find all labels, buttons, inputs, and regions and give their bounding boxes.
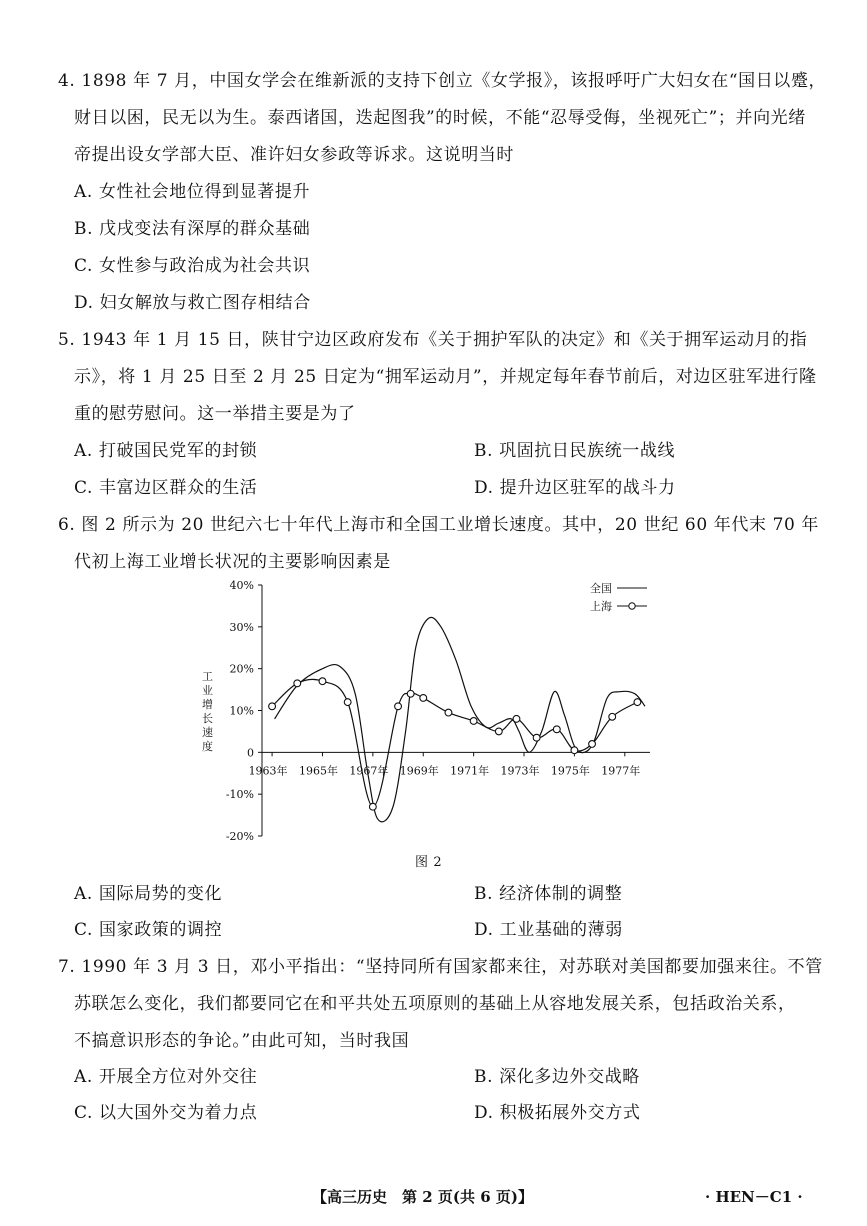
y-tick-label: 20% xyxy=(229,662,254,676)
x-tick-label: 1969年 xyxy=(399,764,439,778)
q5-option-b: B. 巩固抗日民族统一战线 xyxy=(474,441,676,461)
shanghai-data-point xyxy=(407,690,414,697)
shanghai-data-point xyxy=(420,695,427,702)
y-axis-label-char: 增 xyxy=(202,698,213,711)
q5-option-a: A. 打破国民党军的封锁 xyxy=(74,441,258,461)
series-line-shanghai xyxy=(272,679,637,806)
q6-stem-line1: 6. 图 2 所示为 20 世纪六七十年代上海市和全国工业增长速度。其中，20 世纪 60 年代末 70 年 xyxy=(58,515,819,535)
x-tick-label: 1973年 xyxy=(500,764,540,778)
x-tick-label: 1975年 xyxy=(550,764,590,778)
y-axis-label-char: 速 xyxy=(202,726,213,739)
y-tick-label: 10% xyxy=(229,704,254,718)
shanghai-data-point xyxy=(609,713,616,720)
q7-option-d: D. 积极拓展外交方式 xyxy=(474,1103,641,1123)
y-axis-label-char: 工 xyxy=(202,670,213,683)
y-axis-label-char: 业 xyxy=(202,684,213,697)
y-tick-label: -20% xyxy=(225,830,254,843)
q6-option-c: C. 国家政策的调控 xyxy=(74,920,223,940)
page-footer: 【高三历史 第 2 页(共 6 页)】 xyxy=(312,1188,533,1206)
shanghai-data-point xyxy=(395,703,402,710)
shanghai-data-point xyxy=(634,699,641,706)
q5-option-c: C. 丰富边区群众的生活 xyxy=(74,478,258,498)
x-tick-label: 1967年 xyxy=(349,764,389,778)
q6-option-d: D. 工业基础的薄弱 xyxy=(474,920,623,940)
q4-stem-line3: 帝提出设女学部大臣、准许妇女参政等诉求。这说明当时 xyxy=(74,145,514,165)
shanghai-data-point xyxy=(589,741,596,748)
q7-stem-line3: 不搞意识形态的争论。”由此可知，当时我国 xyxy=(74,1031,410,1051)
q5-stem-line1: 5. 1943 年 1 月 15 日，陕甘宁边区政府发布《关于拥护军队的决定》和《关于拥军运动月的指 xyxy=(58,330,808,350)
shanghai-data-point xyxy=(294,680,301,687)
q4-option-a: A. 女性社会地位得到显著提升 xyxy=(74,182,311,202)
q6-stem-line2: 代初上海工业增长状况的主要影响因素是 xyxy=(74,552,391,572)
shanghai-data-point xyxy=(269,703,276,710)
industrial-growth-chart xyxy=(200,570,680,870)
shanghai-data-point xyxy=(319,678,326,685)
q5-stem-line2: 示》，将 1 月 25 日至 2 月 25 日定为“拥军运动月”，并规定每年春节前后，对边区驻军进行隆 xyxy=(74,367,817,387)
y-tick-label: 30% xyxy=(229,620,254,634)
shanghai-data-point xyxy=(553,726,560,733)
x-axis-ticks xyxy=(249,752,641,777)
series-lines xyxy=(272,617,645,821)
y-axis-label-char: 度 xyxy=(202,740,213,753)
q7-option-b: B. 深化多边外交战略 xyxy=(474,1067,640,1087)
y-axis-label-char: 长 xyxy=(202,712,213,725)
q4-option-c: C. 女性参与政治成为社会共识 xyxy=(74,256,311,276)
x-tick-label: 1971年 xyxy=(450,764,490,778)
shanghai-data-point xyxy=(344,699,351,706)
q6-option-b: B. 经济体制的调整 xyxy=(474,884,623,904)
y-tick-label: -10% xyxy=(225,788,254,802)
shanghai-data-point xyxy=(571,747,578,754)
q4-stem-line2: 财日以困，民无以为生。泰西诸国，迭起图我”的时候，不能“忍辱受侮，坐视死亡”；并向光绪 xyxy=(74,108,806,128)
shanghai-data-point xyxy=(513,715,520,722)
figure-caption: 图 2 xyxy=(415,855,443,870)
x-tick-label: 1963年 xyxy=(248,764,288,778)
q5-stem-line3: 重的慰劳慰问。这一举措主要是为了 xyxy=(74,404,356,424)
shanghai-data-point xyxy=(369,803,376,810)
shanghai-data-point xyxy=(495,728,502,735)
q7-stem-line2: 苏联怎么变化，我们都要同它在和平共处五项原则的基础上从容地发展关系，包括政治关系， xyxy=(74,994,796,1014)
chart-legend xyxy=(590,581,647,613)
chart-axes xyxy=(262,585,650,836)
y-axis-ticks xyxy=(226,579,262,843)
series-line-national xyxy=(275,617,645,821)
legend-marker xyxy=(629,603,635,609)
q7-option-c: C. 以大国外交为着力点 xyxy=(74,1103,258,1123)
q7-option-a: A. 开展全方位对外交往 xyxy=(74,1067,258,1087)
q7-stem-line1: 7. 1990 年 3 月 3 日，邓小平指出：“坚持同所有国家都来往，对苏联对美国都要加强来往。不管 xyxy=(58,957,823,977)
paper-code: · HEN－C1 · xyxy=(705,1188,803,1206)
q4-stem-line1: 4. 1898 年 7 月，中国女学会在维新派的支持下创立《女学报》，该报呼吁广大妇女在“国日以蹙， xyxy=(58,71,827,91)
y-tick-label: 40% xyxy=(229,579,254,592)
x-tick-label: 1977年 xyxy=(601,764,641,778)
y-axis-label xyxy=(202,670,213,753)
legend-label: 全国 xyxy=(590,582,612,595)
series-points xyxy=(269,678,641,810)
q4-option-d: D. 妇女解放与救亡图存相结合 xyxy=(74,293,311,313)
shanghai-data-point xyxy=(470,718,477,725)
shanghai-data-point xyxy=(533,734,540,741)
x-tick-label: 1965年 xyxy=(298,764,338,778)
y-tick-label: 0 xyxy=(247,746,254,760)
legend-label: 上海 xyxy=(590,600,612,613)
q4-option-b: B. 戊戌变法有深厚的群众基础 xyxy=(74,219,311,239)
shanghai-data-point xyxy=(445,709,452,716)
q6-option-a: A. 国际局势的变化 xyxy=(74,884,223,904)
q5-option-d: D. 提升边区驻军的战斗力 xyxy=(474,478,676,498)
